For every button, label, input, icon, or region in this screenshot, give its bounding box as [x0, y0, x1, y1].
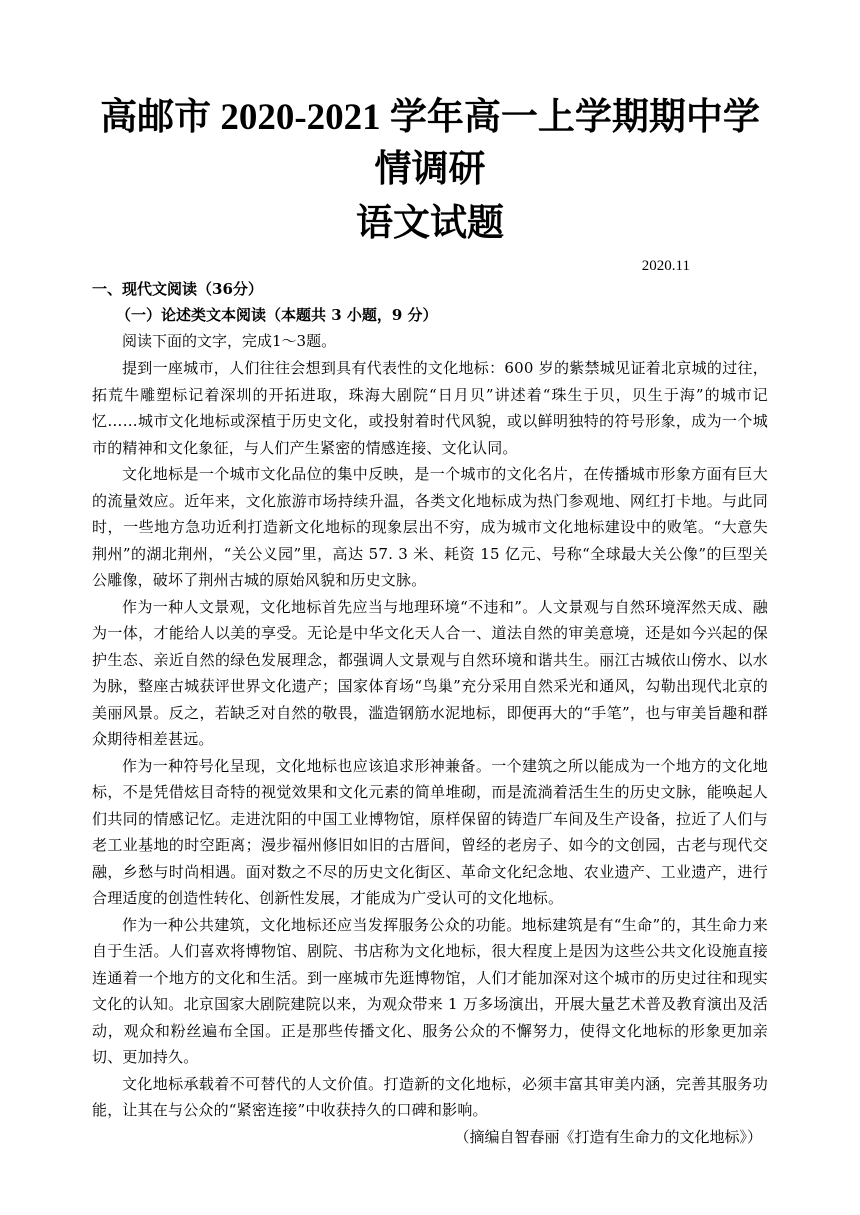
document-page	[92, 92, 768, 1151]
document-title-line1: 高邮市 2020-2021 学年高一上学期期中学	[100, 97, 760, 138]
document-subtitle: 语文试题	[356, 203, 504, 244]
article-paragraph: 作为一种人文景观，文化地标首先应当与地理环境“不违和”。人文景观与自然环境浑然天成、融为一体，才能给人以美的享受。无论是中华文化天人合一、道法自然的审美意境，还是如今兴起的保护生态、亲近自然的绿色发展理念，都强调人文景观与自然环境和谐共生。丽江古城依山傍水、以水为脉，整座古城获评世界文化遗产；国家体育场“鸟巢”充分采用自然采光和通风，勾勒出现代北京的美丽风景。反之，若缺乏对自然的敬畏，滥造钢筋水泥地标，即便再大的“手笔”，也与审美旨趣和群众期待相差甚远。	[92, 597, 768, 748]
article-paragraph: 文化地标承载着不可替代的人文价值。打造新的文化地标，必须丰富其审美内涵，完善其服务功能，让其在与公众的“紧密连接”中收获持久的口碑和影响。	[92, 1074, 768, 1119]
section-heading: 一、现代文阅读（36分）	[92, 280, 263, 298]
article-paragraph: 作为一种公共建筑，文化地标还应当发挥服务公众的功能。地标建筑是有“生命”的，其生命力来自于生活。人们喜欢将博物馆、剧院、书店称为文化地标，很大程度上是因为这些公共文化设施直接连通着一个地方的文化和生活。到一座城市先逛博物馆，人们才能加深对这个城市的历史过往和现实文化的认知。北京国家大剧院建院以来，为观众带来 1 万多场演出，开展大量艺术普及教育演出及活动，观众和粉丝遍布全国。正是那些传播文化、服务公众的不懈努力，使得文化地标的形象更加亲切、更加持久。	[92, 915, 768, 1066]
article-paragraph: 文化地标是一个城市文化品位的集中反映，是一个城市的文化名片，在传播城市形象方面有巨大的流量效应。近年来，文化旅游市场持续升温，各类文化地标成为热门参观地、网红打卡地。与此同时，一些地方急功近利打造新文化地标的现象层出不穷，成为城市文化地标建设中的败笔。“大意失荆州”的湖北荆州，“关公义园”里，高达 57. 3 米、耗资 15 亿元、号称“全球最大关公像”的巨型关公雕像，破坏了荆州古城的原始风貌和历史文脉。	[92, 465, 768, 589]
subsection-heading: （一）论述类文本阅读（本题共 3 小题，9 分）	[116, 306, 438, 324]
article-paragraph: 作为一种符号化呈现，文化地标也应该追求形神兼备。一个建筑之所以能成为一个地方的文化地标，不是凭借炫目奇特的视觉效果和文化元素的简单堆砌，而是流淌着活生生的历史文脉，能唤起人们共同的情感记忆。走进沈阳的中国工业博物馆，原样保留的铸造厂车间及生产设备，拉近了人们与老工业基地的时空距离；漫步福州修旧如旧的古厝间，曾经的老房子、如今的文创园，古老与现代交融，乡愁与时尚相遇。面对数之不尽的历史文化街区、革命文化纪念地、农业遗产、工业遗产，进行合理适度的创造性转化、创新性发展，才能成为广受认可的文化地标。	[92, 756, 768, 907]
article-paragraph: 提到一座城市，人们往往会想到具有代表性的文化地标：600 岁的紫禁城见证着北京城的过往，拓荒牛雕塑标记着深圳的开拓进取，珠海大剧院“日月贝”讲述着“珠生于贝，贝生于海”的城市记忆……城市文化地标或深植于历史文化，或投射着时代风貌，或以鲜明独特的符号形象，成为一个城市的精神和文化象征，与人们产生紧密的情感连接、文化认同。	[92, 359, 768, 457]
document-title-line2: 情调研	[374, 149, 486, 190]
article-source: （摘编自智春丽《打造有生命力的文化地标》）	[454, 1127, 762, 1146]
document-date: 2020.11	[641, 258, 690, 274]
reading-instruction: 阅读下面的文字，完成1～3题。	[122, 332, 337, 350]
